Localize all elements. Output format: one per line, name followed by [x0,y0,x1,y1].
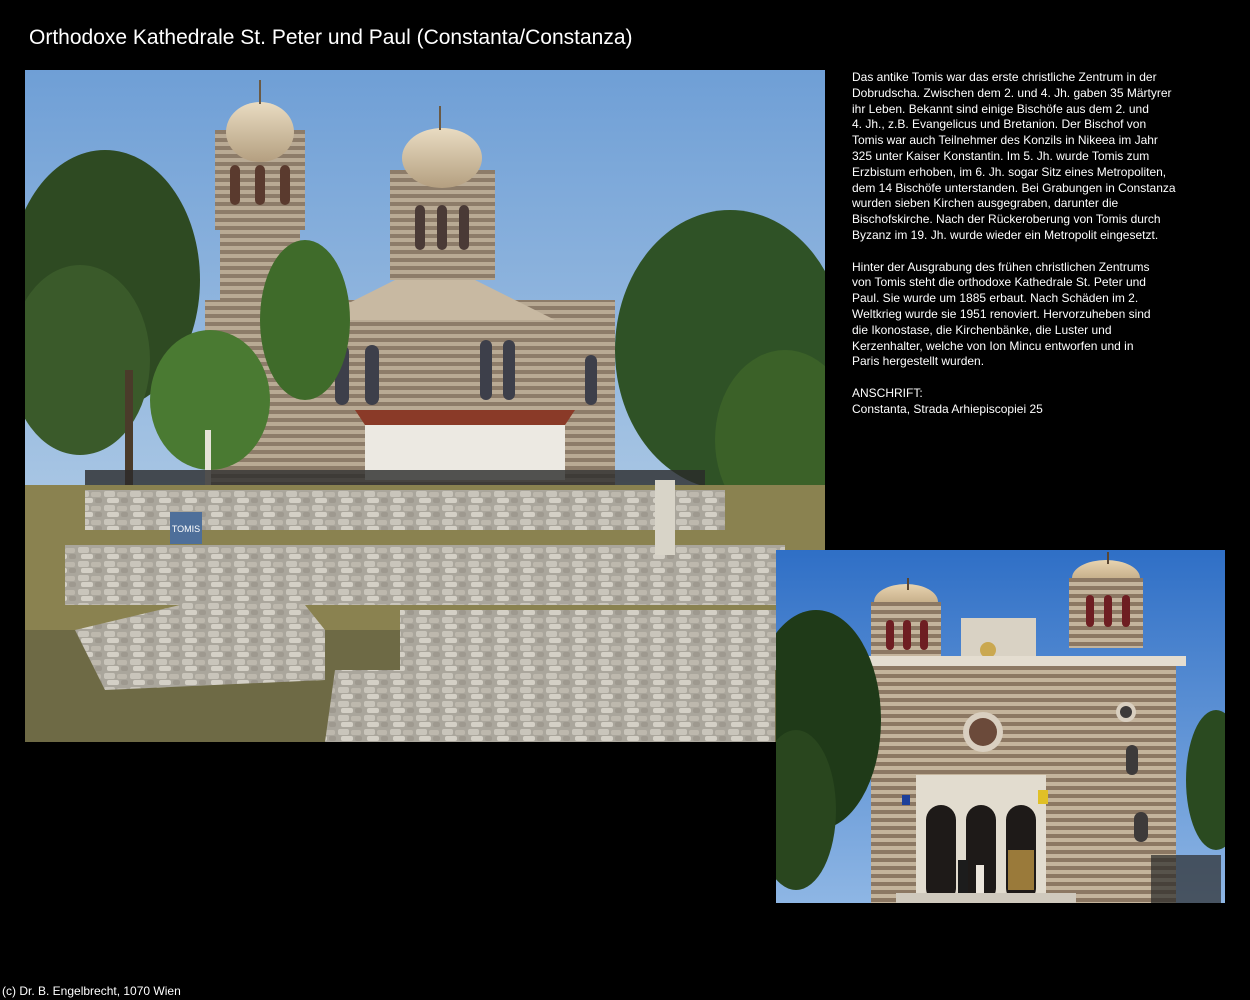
copyright-footer: (c) Dr. B. Engelbrecht, 1070 Wien [2,984,181,998]
description-text [852,70,1192,418]
address-text: Constanta, Strada Arhiepiscopiei 25 [852,401,1043,416]
tomis-sign: TOMIS [171,524,201,534]
cathedral-facade-photo[interactable] [776,550,1225,903]
page-title: Orthodoxe Kathedrale St. Peter und Paul (Constanta/Constanza) [29,26,633,49]
description-paragraph-2: Hinter der Ausgrabung des frühen christlichen Zentrums von Tomis steht die orthodoxe Kathedrale St. Peter und Paul. Sie wurde um 1885 erbaut. Nach Schäden im 2. Weltkrieg wurde sie 1951 renoviert. Hervorzuheben sind die Ikonostase, die Kirchenbänke, die Luster und Kerzenhalter, welche von Ion Mincu entworfen und in Paris hergestellt wurden. [852,259,1151,369]
cathedral-side-illustration [25,70,825,742]
description-paragraph-1: Das antike Tomis war das erste christliche Zentrum in der Dobrudscha. Zwischen dem 2. und 4. Jh. gaben 35 Märtyrer ihr Leben. Bekannt sind einige Bischöfe aus dem 2. und 4. Jh., z.B. Evangelicus und Bretanion. Der Bischof von Tomis war auch Teilnehmer des Konzils in Nikeea im Jahr 325 unter Kaiser Konstantin. Im 5. Jh. wurde Tomis zum Erzbistum erhoben, im 6. Jh. sogar Sitz eines Metropoliten, dem 14 Bischöfe unterstanden. Bei Grabungen in Constanza wurden sieben Kirchen ausgegraben, darunter die Bischofskirche. Nach der Rückeroberung von Tomis durch Byzanz im 19. Jh. wurde wieder ein Metropolit eingesetzt. [852,70,1176,242]
cathedral-facade-illustration [776,550,1225,903]
address-label: ANSCHRIFT: [852,385,923,400]
cathedral-side-photo[interactable] [25,70,825,742]
